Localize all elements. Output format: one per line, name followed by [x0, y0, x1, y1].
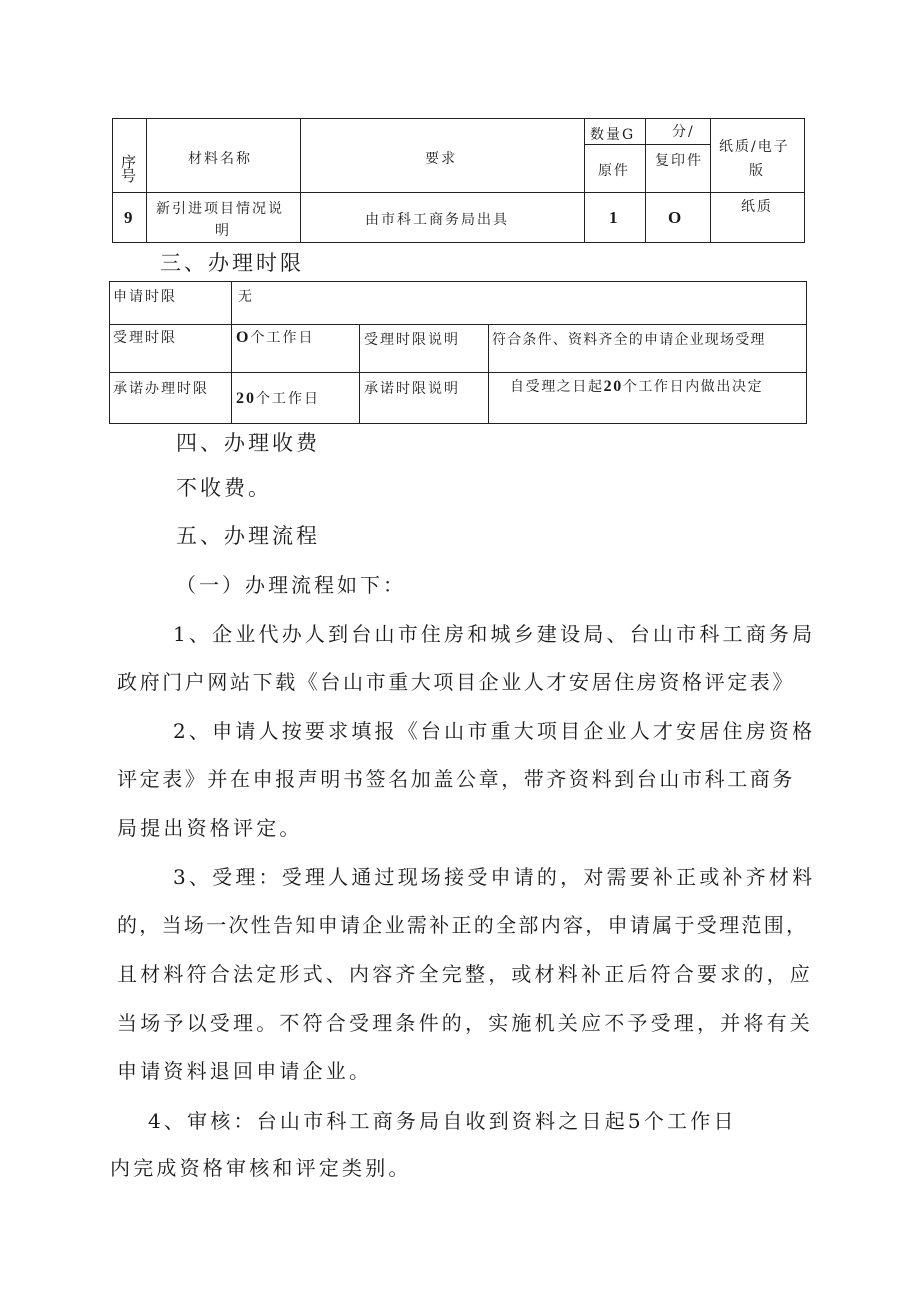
header-quantity: 数量G	[590, 127, 636, 143]
header-format-line2: 版	[749, 163, 765, 179]
row-original: 1	[609, 208, 620, 227]
row-requirement: 由市科工商务局出具	[365, 212, 509, 228]
row-copy: O	[668, 208, 684, 227]
section3-title: 三、办理时限	[160, 251, 304, 275]
p1-line1: 1、企业代办人到台山市住房和城乡建设局、台山市科工商务局	[173, 622, 816, 646]
row-format: 纸质	[741, 199, 773, 215]
accept-value	[236, 327, 314, 347]
accept-note-label: 受理时限说明	[364, 332, 460, 348]
header-format-line1: 纸质/电子	[719, 139, 790, 155]
p4-line2: 内完成资格审核和评定类别。	[110, 1156, 412, 1180]
section4-title: 四、办理收费	[176, 431, 320, 455]
p3-line1: 3、受理：受理人通过现场接受申请的，对需要补正或补齐材料	[173, 865, 816, 889]
header-requirement: 要求	[425, 151, 457, 167]
accept-num: O	[236, 329, 251, 346]
row-seq: 9	[124, 208, 135, 227]
header-unit: 分/	[672, 124, 695, 140]
promise-num: 20	[236, 390, 256, 407]
promise-unit: 个工作日	[256, 391, 320, 407]
promise-value	[236, 388, 320, 408]
apply-value: 无	[238, 289, 254, 305]
p3-line2: 的，当场一次性告知申请企业需补正的全部内容，申请属于受理范围，	[117, 913, 809, 937]
promise-note: 自受理之日起20个工作日内做出决定	[510, 378, 764, 395]
row-name-line1: 新引进项目情况说	[156, 201, 284, 217]
p2-line3: 局提出资格评定。	[117, 816, 303, 840]
header-copy: 复印件	[655, 153, 703, 169]
p4-line1: 4、审核：台山市科工商务局自收到资料之日起5个工作日	[148, 1109, 737, 1133]
p3-line4: 当场予以受理。不符合受理条件的，实施机关应不予受理，并将有关	[117, 1011, 813, 1035]
header-seq: 序号	[121, 153, 137, 185]
section5-sub: （一）办理流程如下：	[176, 573, 406, 597]
promise-label: 承诺办理时限	[113, 381, 209, 397]
accept-label: 受理时限	[113, 330, 177, 346]
accept-note: 符合条件、资料齐全的申请企业现场受理	[492, 332, 766, 348]
accept-unit: 个工作日	[250, 330, 315, 346]
promise-note-label: 承诺时限说明	[364, 381, 460, 397]
row-name-line2: 明	[215, 223, 231, 239]
section5-title: 五、办理流程	[176, 524, 320, 548]
p3-line3: 且材料符合法定形式、内容齐全完整，或材料补正后符合要求的，应	[117, 962, 813, 986]
p3-line5: 申请资料退回申请企业。	[117, 1059, 373, 1083]
header-original: 原件	[598, 163, 630, 179]
p1-line2: 政府门户网站下载《台山市重大项目企业人才安居住房资格评定表》	[117, 670, 795, 694]
header-name: 材料名称	[188, 151, 252, 167]
p2-line2: 评定表》并在申报声明书签名加盖公章，带齐资料到台山市科工商务	[117, 767, 795, 791]
section4-text: 不收费。	[176, 476, 272, 500]
p2-line1: 2、申请人按要求填报《台山市重大项目企业人才安居住房资格	[173, 719, 816, 743]
apply-label: 申请时限	[113, 289, 177, 305]
